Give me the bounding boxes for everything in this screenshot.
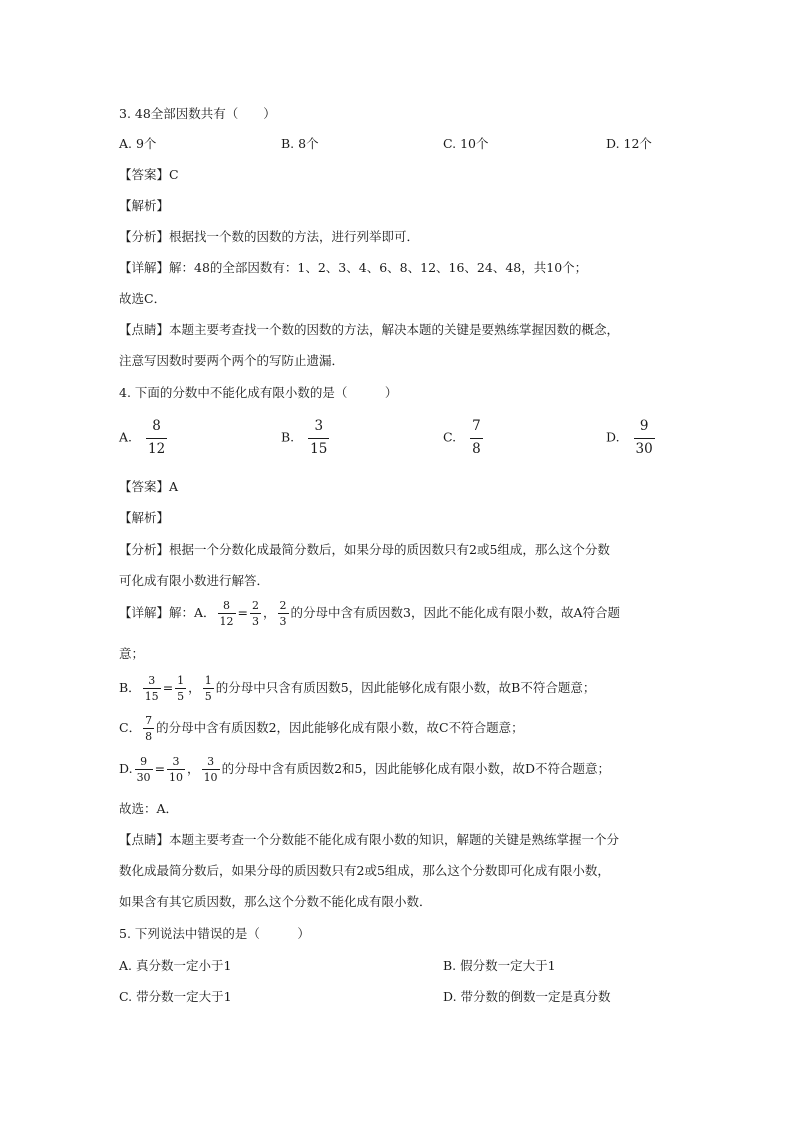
- q4-option-b: [281, 420, 331, 456]
- denominator: 10: [169, 771, 184, 784]
- q4-detail-a-fraction-1: [218, 600, 236, 627]
- q5-option-c: C. 带分数一定大于1: [119, 989, 232, 1004]
- numerator: 2: [252, 599, 260, 612]
- equals-sign: =: [162, 680, 174, 695]
- q4-detail-d-fraction-3: [202, 756, 220, 783]
- separator: ，: [263, 605, 276, 620]
- q4-option-a-numerator: 8: [152, 418, 161, 434]
- q4-detail-d-fraction-1: [135, 756, 153, 783]
- q4-option-d-numerator: 9: [639, 418, 649, 434]
- q4-option-c-letter: C.: [443, 429, 457, 445]
- q4-option-d-letter: D.: [606, 429, 620, 445]
- q4-fenxi-line-2: 可化成有限小数进行解答．: [119, 573, 270, 588]
- q4-option-d-denominator: 30: [634, 438, 655, 457]
- q4-option-d-fraction: [634, 420, 655, 456]
- numerator: 3: [172, 755, 180, 768]
- numerator: 7: [145, 714, 153, 727]
- q4-detail-b-text: 的分母中只含有质因数5，因此能够化成有限小数，故B不符合题意；: [215, 680, 596, 695]
- q4-option-c-fraction: [470, 420, 483, 456]
- numerator: 1: [177, 674, 185, 687]
- q4-detail-d-fraction-2: [167, 756, 185, 783]
- q4-detail-b-fraction-1: [143, 675, 161, 702]
- denominator: 15: [144, 690, 159, 703]
- q3-dianjing-line-2: 注意写因数时要两个两个的写防止遗漏．: [119, 353, 345, 368]
- q4-detail-b-prefix: B．: [119, 680, 141, 695]
- q4-option-a-letter: A.: [119, 429, 133, 445]
- equals-sign: =: [237, 605, 249, 620]
- denominator: 10: [203, 771, 218, 784]
- denominator: 8: [145, 730, 153, 743]
- q4-detail-c-fraction-1: [143, 715, 154, 742]
- q3-conclusion: 故选C．: [119, 291, 167, 306]
- q4-analysis-heading: 【解析】: [119, 510, 170, 525]
- q5-option-b: B. 假分数一定大于1: [443, 958, 556, 973]
- q4-detail-b-fraction-2: [175, 675, 186, 702]
- q4-option-b-letter: B.: [281, 429, 295, 445]
- q5-stem: 5. 下列说法中错误的是（ ）: [119, 926, 310, 941]
- q3-answer: 【答案】C: [119, 167, 179, 182]
- q4-option-a-denominator: 12: [146, 438, 167, 457]
- q4-conclusion: 故选：A．: [119, 801, 179, 816]
- q4-option-a-fraction: [146, 420, 167, 456]
- q4-fenxi-line-1: 【分析】根据一个分数化成最简分数后，如果分母的质因数只有2或5组成，那么这个分数: [119, 542, 610, 557]
- q5-option-d: D. 带分数的倒数一定是真分数: [443, 989, 611, 1004]
- q3-option-b: B. 8个: [281, 136, 319, 151]
- q4-detail-a-prefix: 【详解】解：A．: [119, 605, 216, 620]
- q4-option-b-numerator: 3: [314, 418, 324, 434]
- numerator: 2: [279, 599, 287, 612]
- q4-dianjing-line-2: 数化成最简分数后，如果分母的质因数只有2或5组成，那么这个分数即可化成有限小数，: [119, 863, 610, 878]
- q4-detail-c-text: 的分母中含有质因数2，因此能够化成有限小数，故C不符合题意；: [156, 720, 524, 735]
- equals-sign: =: [154, 761, 166, 776]
- q4-option-d: [606, 420, 657, 456]
- q4-answer: 【答案】A: [119, 479, 179, 494]
- q4-option-b-fraction: [308, 420, 329, 456]
- q4-detail-a-fraction-2: [250, 600, 261, 627]
- separator: ，: [187, 761, 200, 776]
- denominator: 3: [252, 615, 260, 628]
- q4-detail-c-prefix: C．: [119, 720, 142, 735]
- q4-option-c-denominator: 8: [470, 438, 483, 457]
- q4-option-a: [119, 420, 169, 456]
- q3-fenxi: 【分析】根据找一个数的因数的方法，进行列举即可．: [119, 229, 420, 244]
- numerator: 9: [140, 755, 148, 768]
- q3-option-d: D. 12个: [606, 136, 652, 151]
- numerator: 8: [223, 599, 231, 612]
- q4-detail-a: [119, 600, 620, 627]
- denominator: 30: [136, 771, 151, 784]
- q4-stem: 4. 下面的分数中不能化成有限小数的是（ ）: [119, 385, 398, 400]
- q4-detail-c: [119, 715, 524, 742]
- separator: ，: [188, 680, 201, 695]
- q4-option-c-numerator: 7: [472, 418, 481, 434]
- denominator: 5: [177, 690, 185, 703]
- numerator: 1: [204, 674, 212, 687]
- numerator: 3: [148, 674, 156, 687]
- q4-detail-a-fraction-3: [278, 600, 289, 627]
- q3-option-c: C. 10个: [443, 136, 489, 151]
- denominator: 3: [279, 615, 287, 628]
- q3-xiangjie: 【详解】解：48的全部因数有：1、2、3、4、6、8、12、16、24、48，共10个；: [119, 260, 588, 275]
- q4-detail-b: [119, 675, 595, 702]
- q3-option-a: A. 9个: [119, 136, 157, 151]
- q4-option-b-denominator: 15: [308, 438, 329, 457]
- q4-detail-a-text: 的分母中含有质因数3，因此不能化成有限小数，故A符合题: [290, 605, 621, 620]
- numerator: 3: [207, 755, 215, 768]
- denominator: 5: [204, 690, 212, 703]
- q4-option-c: [443, 420, 485, 456]
- q3-analysis-heading: 【解析】: [119, 198, 170, 213]
- q3-stem: 3. 48全部因数共有（ ）: [119, 106, 276, 121]
- q4-detail-d: [119, 756, 610, 783]
- denominator: 12: [219, 615, 234, 628]
- q4-detail-a-continued: 意；: [119, 646, 145, 661]
- q5-option-a: A. 真分数一定小于1: [119, 958, 232, 973]
- q4-dianjing-line-1: 【点睛】本题主要考查一个分数能不能化成有限小数的知识，解题的关键是熟练掌握一个分: [119, 832, 620, 847]
- q4-detail-d-prefix: D.: [119, 761, 133, 776]
- q3-dianjing-line-1: 【点睛】本题主要考查找一个数的因数的方法，解决本题的关键是要熟练掌握因数的概念，: [119, 322, 620, 337]
- q4-detail-d-text: 的分母中含有质因数2和5，因此能够化成有限小数，故D不符合题意；: [221, 761, 610, 776]
- q4-dianjing-line-3: 如果含有其它质因数，那么这个分数不能化成有限小数．: [119, 894, 432, 909]
- q4-detail-b-fraction-3: [203, 675, 214, 702]
